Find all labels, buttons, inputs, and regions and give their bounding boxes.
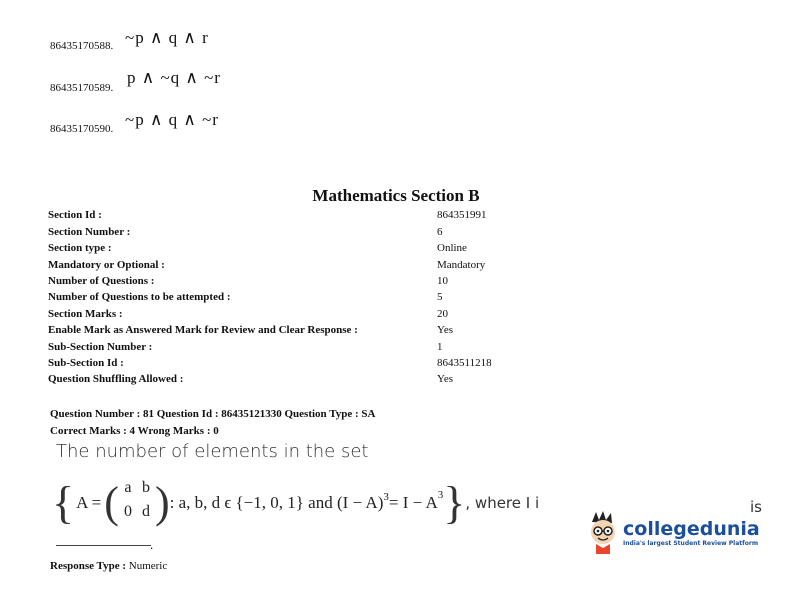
matrix-cell: b (141, 479, 150, 496)
shuffling-label: Question Shuffling Allowed : (48, 373, 184, 385)
question-marks: Correct Marks : 4 Wrong Marks : 0 (50, 425, 219, 437)
option-expression: ~p ∧ q ∧ ~r (125, 110, 219, 129)
left-brace-icon: { (52, 477, 75, 528)
right-paren-icon: ) (154, 478, 170, 527)
subsection-number-label: Sub-Section Number : (48, 341, 153, 353)
matrix-cell: a (124, 479, 132, 496)
question-stem: The number of elements in the set (56, 441, 369, 462)
shuffling-value: Yes (437, 373, 454, 385)
section-type-label: Section type : (48, 242, 112, 254)
matrix-name: A = (76, 493, 102, 512)
option-id: 86435170589. (50, 82, 114, 94)
section-marks-label: Section Marks : (48, 308, 123, 320)
question-header: Question Number : 81 Question Id : 86435121330 Question Type : SA (50, 408, 376, 420)
section-marks-value: 20 (437, 308, 448, 320)
section-title: Mathematics Section B (312, 186, 480, 205)
matrix-a (119, 479, 155, 527)
mandatory-label: Mandatory or Optional : (48, 259, 165, 271)
collegedunia-logo (586, 510, 760, 554)
section-number-value: 6 (437, 226, 443, 238)
option-id: 86435170590. (50, 123, 114, 135)
set-condition: : a, b, d ϵ {−1, 0, 1} and (I − A) (169, 493, 384, 512)
blank-period: . (150, 537, 154, 552)
section-id-label: Section Id : (48, 209, 102, 221)
left-paren-icon: ( (104, 478, 119, 527)
answer-blank (56, 537, 151, 546)
mark-review-value: Yes (437, 324, 454, 336)
exponent: 3 (437, 489, 444, 501)
subsection-id-label: Sub-Section Id : (48, 357, 124, 369)
set-expression (52, 478, 539, 528)
num-questions-label: Number of Questions : (48, 275, 155, 287)
section-number-label: Section Number : (48, 226, 131, 238)
subsection-number-value: 1 (437, 341, 443, 353)
mark-review-label: Enable Mark as Answered Mark for Review and Clear Response : (48, 324, 358, 336)
option-expression: ~p ∧ q ∧ r (125, 28, 209, 47)
set-equation: = I − A (388, 493, 438, 512)
num-attempt-value: 5 (437, 291, 443, 303)
matrix-cell: d (141, 503, 150, 520)
response-type-label: Response Type : (50, 560, 126, 572)
option-expression: p ∧ ~q ∧ ~r (127, 68, 221, 87)
mandatory-value: Mandatory (437, 259, 486, 271)
mascot-icon (586, 510, 620, 554)
right-brace-icon: } (443, 477, 466, 528)
set-tail: , where I i (465, 494, 540, 512)
brand-name: collegedunia (623, 517, 760, 540)
subsection-id-value: 8643511218 (437, 357, 492, 369)
num-attempt-label: Number of Questions to be attempted : (48, 291, 231, 303)
trailing-text: is (750, 498, 762, 516)
section-id-value: 864351991 (437, 209, 487, 221)
num-questions-value: 10 (437, 275, 448, 287)
section-type-value: Online (437, 242, 467, 254)
option-id: 86435170588. (50, 40, 114, 52)
matrix-cell: 0 (123, 503, 132, 520)
brand-tagline: India's largest Student Review Platform (623, 539, 759, 547)
response-type-value: Numeric (128, 560, 168, 572)
response-type (50, 560, 167, 572)
exponent: 3 (383, 491, 389, 503)
